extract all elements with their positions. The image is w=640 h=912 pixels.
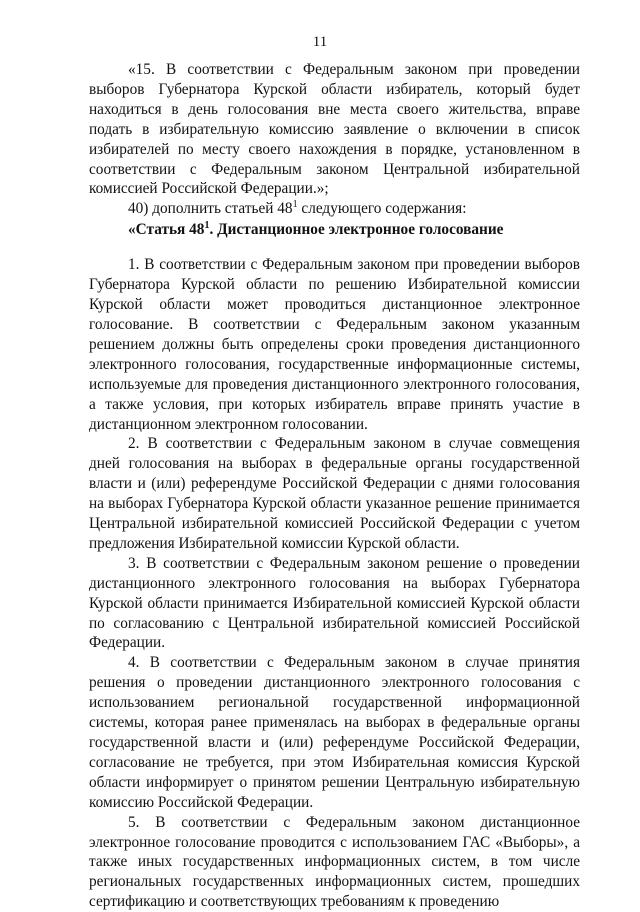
paragraph-clause-4: 4. В соответствии с Федеральным законом в случае принятия решения о проведении дистанционного электронного голосования с использованием региональной государственной информационной системы, которая ранее применялась на выборах в федеральные органы государственной власти и (или) референдуме Российской Федерации, согласование не требуется, при этом Избирательная комиссия Курской области информирует о принятом решении Центральную избирательную комиссию Российской Федерации.: [89, 654, 580, 811]
amendment-text-start: 40) дополнить статьей 48: [128, 200, 293, 218]
article-heading-superscript: 1: [204, 220, 210, 232]
document-body: [89, 60, 580, 912]
article-superscript: 1: [292, 199, 298, 211]
paragraph-clause-1: 1. В соответствии с Федеральным законом при проведении выборов Губернатора Курской области по решению Избирательной комиссии Курской области может проводиться дистанционное электронное голосование. В соответствии с Федеральным законом указанным решением должны быть определены сроки проведения дистанционного электронного голосования, государственные информационные системы, используемые для проведения дистанционного электронного голосования, а также условия, при которых избиратель вправе принять участие в дистанционном электронном голосовании.: [89, 256, 580, 433]
amendment-text-end: следующего содержания:: [297, 200, 467, 218]
article-heading: [89, 219, 580, 241]
paragraph-clause-2: 2. В соответствии с Федеральным законом в случае совмещения дней голосования на выборах в федеральные органы государственной власти и (или) референдуме Российской Федерации с днями голосования на выборах Губернатора Курской области указанное решение принимается Центральной избирательной комиссией Российской Федерации с учетом предложения Избирательной комиссии Курской области.: [89, 435, 580, 552]
paragraph-item-15: «15. В соответствии с Федеральным законом при проведении выборов Губернатора Курской области избиратель, который будет находиться в день голосования вне места своего жительства, вправе подать в избирательную комиссию заявление о включении в список избирателей по месту своего нахождения в порядке, установленном в соответствии с Федеральным законом Центральной избирательной комиссией Российской Федерации.»;: [89, 61, 580, 198]
article-heading-start: «Статья 48: [128, 221, 205, 239]
paragraph-amendment-40: [89, 199, 580, 219]
page-number: 11: [312, 34, 328, 50]
spacer: [89, 241, 580, 255]
article-heading-end: . Дистанционное электронное голосование: [209, 221, 504, 239]
paragraph-clause-3: 3. В соответствии с Федеральным законом решение о проведении дистанционного электронного голосования на выборах Губернатора Курской области принимается Избирательной комиссией Курской области по согласованию с Центральной избирательной комиссией Российской Федерации.: [89, 554, 580, 652]
paragraph-clause-5: 5. В соответствии с Федеральным законом дистанционное электронное голосование проводится с использованием ГАС «Выборы», а также иных государственных информационных систем, в том числе региональных государственных информационных систем, прошедших сертификацию и соответствующих требованиям к проведению: [89, 813, 580, 911]
